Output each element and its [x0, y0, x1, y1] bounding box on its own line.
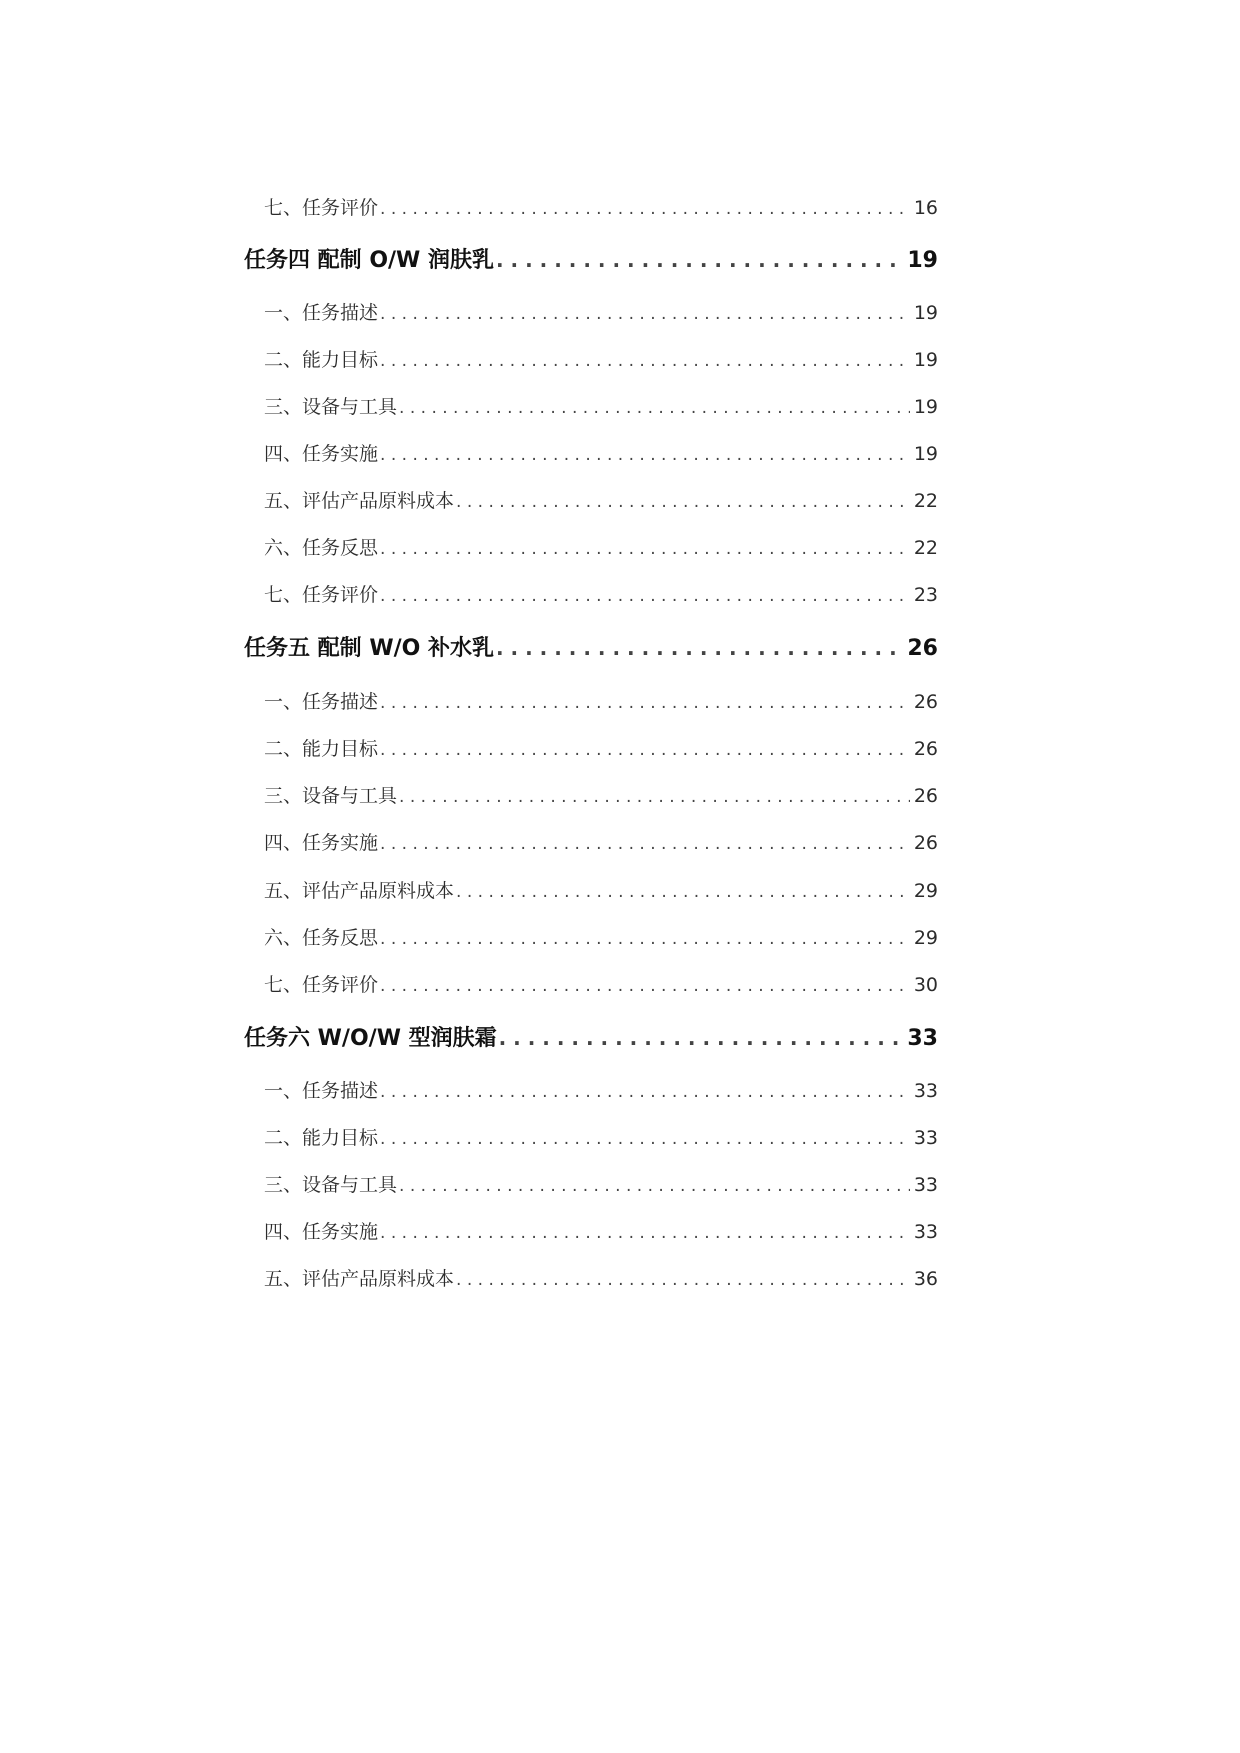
toc-entry-page: 33: [913, 1221, 938, 1243]
toc-entry-label: 三、设备与工具: [264, 396, 398, 418]
toc-entry[interactable]: [264, 1218, 938, 1246]
toc-entry-page: 26: [913, 738, 938, 760]
toc-entry[interactable]: [264, 735, 938, 763]
toc-entry[interactable]: [264, 924, 938, 952]
toc-entry-label: 一、任务描述: [264, 691, 379, 713]
toc-entry-page: 33: [913, 1127, 938, 1149]
toc-entry[interactable]: [264, 971, 938, 999]
toc-entry-page: 19: [907, 248, 938, 273]
toc-entry[interactable]: [264, 194, 938, 222]
toc-entry-label: 五、评估产品原料成本: [264, 880, 455, 902]
toc-entry-label: 任务四 配制 O/W 润肤乳: [244, 248, 494, 273]
toc-dot-leader: [380, 440, 910, 468]
toc-dot-leader: [380, 299, 910, 327]
toc-entry-label: 六、任务反思: [264, 537, 379, 559]
toc-entry-label: 一、任务描述: [264, 302, 379, 324]
toc-entry-label: 七、任务评价: [264, 974, 379, 996]
toc-entry-label: 五、评估产品原料成本: [264, 490, 455, 512]
toc-entry[interactable]: [264, 1171, 938, 1199]
toc-entry-label: 二、能力目标: [264, 1127, 379, 1149]
toc-entry-page: 26: [913, 691, 938, 713]
toc-entry[interactable]: [264, 581, 938, 609]
toc-entry-label: 三、设备与工具: [264, 785, 398, 807]
toc-task-heading[interactable]: [244, 632, 938, 664]
toc-entry-label: 四、任务实施: [264, 832, 379, 854]
toc-dot-leader: [380, 971, 910, 999]
toc-entry-page: 29: [913, 927, 938, 949]
toc-entry[interactable]: [264, 1124, 938, 1152]
toc-dot-leader: [380, 346, 910, 374]
toc-dot-leader: [380, 924, 910, 952]
toc-dot-leader: [496, 244, 903, 276]
toc-entry-page: 23: [913, 584, 938, 606]
toc-dot-leader: [380, 1124, 910, 1152]
toc-entry[interactable]: [264, 440, 938, 468]
toc-dot-leader: [499, 1022, 904, 1054]
toc-entry[interactable]: [264, 688, 938, 716]
toc-dot-leader: [399, 782, 910, 810]
toc-task-heading[interactable]: [244, 1022, 938, 1054]
toc-entry-page: 19: [913, 302, 938, 324]
toc-entry-page: 22: [913, 490, 938, 512]
toc-entry-label: 七、任务评价: [264, 584, 379, 606]
toc-entry-page: 26: [907, 636, 938, 661]
toc-task-heading[interactable]: [244, 244, 938, 276]
toc-dot-leader: [380, 688, 910, 716]
toc-dot-leader: [380, 1077, 910, 1105]
toc-entry-label: 四、任务实施: [264, 1221, 379, 1243]
toc-entry-label: 二、能力目标: [264, 349, 379, 371]
toc-dot-leader: [496, 632, 903, 664]
toc-entry-page: 36: [913, 1268, 938, 1290]
toc-entry-label: 六、任务反思: [264, 927, 379, 949]
toc-entry-page: 26: [913, 785, 938, 807]
toc-entry-page: 26: [913, 832, 938, 854]
toc-dot-leader: [456, 877, 910, 905]
toc-entry-label: 一、任务描述: [264, 1080, 379, 1102]
toc-dot-leader: [399, 393, 910, 421]
toc-dot-leader: [380, 534, 910, 562]
toc-entry-label: 五、评估产品原料成本: [264, 1268, 455, 1290]
toc-dot-leader: [380, 581, 910, 609]
toc-entry[interactable]: [264, 534, 938, 562]
toc-entry-label: 四、任务实施: [264, 443, 379, 465]
toc-entry[interactable]: [264, 393, 938, 421]
toc-entry[interactable]: [264, 299, 938, 327]
toc-entry-label: 二、能力目标: [264, 738, 379, 760]
toc-entry-page: 19: [913, 443, 938, 465]
toc-entry[interactable]: [264, 346, 938, 374]
toc-entry-page: 29: [913, 880, 938, 902]
toc-entry-page: 19: [913, 396, 938, 418]
toc-entry-page: 22: [913, 537, 938, 559]
toc-entry-page: 16: [913, 197, 938, 219]
toc-dot-leader: [380, 194, 910, 222]
toc-entry-page: 19: [913, 349, 938, 371]
toc-entry[interactable]: [264, 1077, 938, 1105]
toc-dot-leader: [380, 735, 910, 763]
toc-entry-label: 任务六 W/O/W 型润肤霜: [244, 1026, 497, 1051]
toc-entry-page: 33: [913, 1174, 938, 1196]
toc-dot-leader: [380, 1218, 910, 1246]
toc-entry-label: 七、任务评价: [264, 197, 379, 219]
toc-entry[interactable]: [264, 1265, 938, 1293]
toc-dot-leader: [399, 1171, 910, 1199]
toc-entry-page: 33: [913, 1080, 938, 1102]
toc-entry-label: 三、设备与工具: [264, 1174, 398, 1196]
toc-dot-leader: [456, 1265, 910, 1293]
toc-dot-leader: [380, 829, 910, 857]
toc-entry-page: 30: [913, 974, 938, 996]
toc-entry[interactable]: [264, 487, 938, 515]
toc-entry[interactable]: [264, 782, 938, 810]
toc-entry[interactable]: [264, 877, 938, 905]
toc-entry-page: 33: [907, 1026, 938, 1051]
toc-entry[interactable]: [264, 829, 938, 857]
toc-dot-leader: [456, 487, 910, 515]
toc-entry-label: 任务五 配制 W/O 补水乳: [244, 636, 494, 661]
